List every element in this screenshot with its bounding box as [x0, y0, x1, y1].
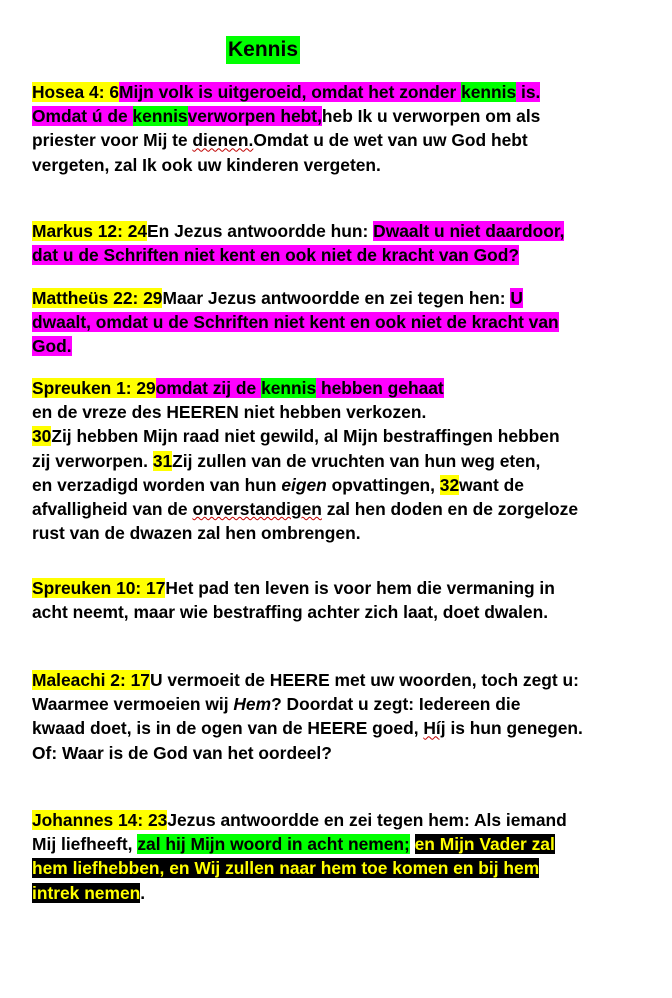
verse-text-segment: ? Doordat u zegt: Iedereen die kwaad doet, is in de ogen van de HEERE goed,	[32, 694, 521, 739]
verse-text-segment: want de afvalligheid van de	[32, 474, 524, 520]
verse-reference: Hosea 4: 6	[32, 82, 119, 102]
verse-text-segment: kennis	[461, 82, 517, 102]
verse-text-segment: kennis	[132, 106, 188, 127]
verse-text-segment: .	[140, 882, 146, 903]
verse-text-segment: kennis	[261, 378, 317, 398]
verse-text-segment: is. Omdat ú de	[32, 82, 541, 127]
verse-text-segment: is hun genegen. Of: Waar is de God van het oordeel?	[32, 718, 583, 763]
verse-text-segment: verworpen hebt,	[187, 106, 322, 127]
verse-text-segment: Het pad ten leven is voor hem die vermaning in acht neemt, maar wie bestraffing achter zich laat, doet dwalen.	[32, 578, 555, 623]
verse-text-segment: zal hij Mijn woord in acht nemen;	[137, 834, 410, 855]
verse-text-segment: Híj	[423, 718, 446, 739]
verse-text-segment: hebben gehaat	[316, 378, 444, 398]
document-title: Kennis	[226, 36, 300, 64]
verse-text-segment: Zij zullen van de vruchten van hun weg eten, en verzadigd worden van hun	[32, 450, 541, 495]
verse-text-segment: Dwaalt u niet daardoor, dat u de Schriften niet kent en ook niet de kracht van God?	[32, 221, 565, 266]
verse-spreuken-1	[32, 376, 644, 545]
verse-text-segment: omdat zij de	[155, 378, 262, 398]
verse-text-segment: onverstandigen	[192, 499, 322, 520]
verse-text-segment	[410, 834, 415, 854]
verse-mattheus	[32, 286, 644, 359]
verse-reference: Spreuken 1: 29	[32, 378, 156, 398]
verse-reference: Markus 12: 24	[32, 221, 148, 241]
verse-spreuken-10	[32, 576, 644, 624]
verse-reference: Mattheüs 22: 29	[32, 288, 163, 308]
verse-text-segment: Hem	[233, 694, 272, 715]
verse-text-segment: en de vreze des HEEREN niet hebben verkozen.	[32, 402, 427, 423]
verse-text-segment: Jezus antwoordde en zei tegen hem: Als iemand Mij liefheeft,	[32, 810, 567, 855]
verse-johannes	[32, 808, 644, 905]
verse-text-segment: en Mijn Vader zal hem liefhebben, en Wij zullen naar hem toe komen en bij hem intrek nemen	[32, 834, 555, 903]
verse-reference: Johannes 14: 23	[32, 810, 168, 830]
verse-markus	[32, 219, 644, 267]
verse-maleachi	[32, 668, 644, 765]
verse-text-segment: Mijn volk is uitgeroeid, omdat het zonder	[119, 82, 462, 102]
verse-text-segment: dienen.	[192, 130, 254, 151]
verse-text-segment: eigen	[281, 474, 327, 495]
verse-hosea	[32, 80, 644, 177]
verse-reference: Maleachi 2: 17	[32, 670, 150, 690]
verse-text-segment: zal hen doden en de zorgeloze rust van de dwazen zal hen ombrengen.	[32, 499, 578, 544]
verse-text-segment: U dwaalt, omdat u de Schriften niet kent en ook niet de kracht van God.	[32, 288, 559, 357]
verse-text-segment: opvattingen,	[326, 474, 440, 495]
verse-text-segment: Omdat u de wet van uw God hebt vergeten, zal Ik ook uw kinderen vergeten.	[32, 130, 528, 175]
verse-reference: Spreuken 10: 17	[32, 578, 166, 598]
verse-text-segment: En Jezus antwoordde hun:	[147, 221, 374, 241]
verse-text-segment: heb Ik u verworpen om als priester voor Mij te	[32, 106, 541, 151]
verse-text-segment: U vermoeit de HEERE met uw woorden, toch zegt u: Waarmee vermoeien wij	[32, 670, 579, 715]
verse-text-segment: Zij hebben Mijn raad niet gewild, al Mijn bestraffingen hebben zij verworpen.	[32, 426, 560, 471]
verse-text-segment: Maar Jezus antwoordde en zei tegen hen:	[162, 288, 511, 308]
verse-text-segment: 32	[439, 474, 460, 495]
verse-text-segment: 30	[32, 426, 52, 447]
verse-text-segment: 31	[152, 450, 173, 471]
